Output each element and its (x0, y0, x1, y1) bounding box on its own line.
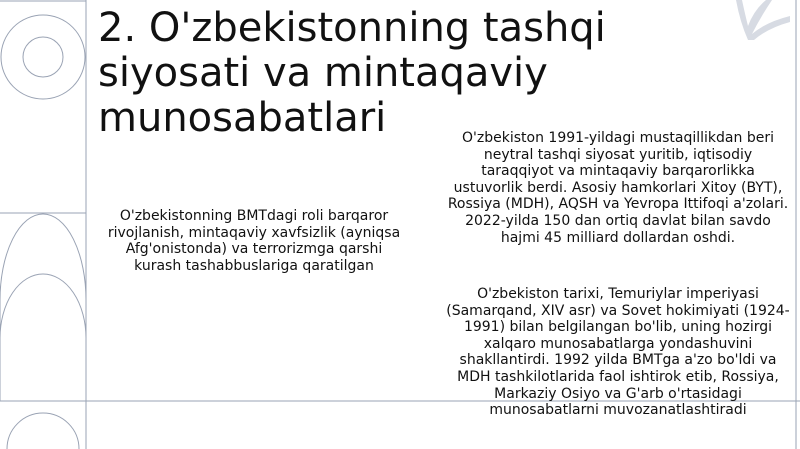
history-paragraph: O'zbekiston tarixi, Temuriylar imperiyasi (Samarqand, XIV asr) va Sovet hokimiyati (1924-1991) bilan belgilangan bo'lib, uning hozirgi xalqaro munosabatlarga yondashuvini shakllantirdi. 1992 yilda BMTga a'zo bo'ldi va MDH tashkilotlarida faol ishtirok etib, Rossiya, Markaziy Osiyo va G'arb o'rtasidagi munosabatlarni muvozanatlashtiradi (446, 286, 790, 419)
decor-circle-bottom (7, 413, 79, 449)
decor-fan-shape (736, 0, 790, 40)
foreign-policy-paragraph: O'zbekiston 1991-yildagi mustaqillikdan beri neytral tashqi siyosat yuritib, iqtisodiy taraqqiyot va mintaqaviy barqarorlikka ustuvorlik berdi. Asosiy hamkorlari Xitoy (BYT), Rossiya (MDH), AQSH va Yevropa Ittifoqi a'zolari. 2022-yilda 150 dan ortiq davlat bilan savdo hajmi 45 milliard dollardan oshdi. (447, 130, 789, 246)
slide-title: 2. O'zbekistonning tashqi siyosati va mintaqaviy munosabatlari (98, 5, 606, 141)
decor-arc-lower (0, 274, 86, 401)
un-role-paragraph: O'zbekistonning BMTdagi roli barqaror rivojlanish, mintaqaviy xavfsizlik (ayniqsa Afg'onistonda) va terrorizmga qarshi kurash tashabbuslariga qaratilgan (107, 208, 401, 274)
decor-circle-inner (23, 37, 63, 77)
decor-circle-outer (1, 15, 85, 99)
